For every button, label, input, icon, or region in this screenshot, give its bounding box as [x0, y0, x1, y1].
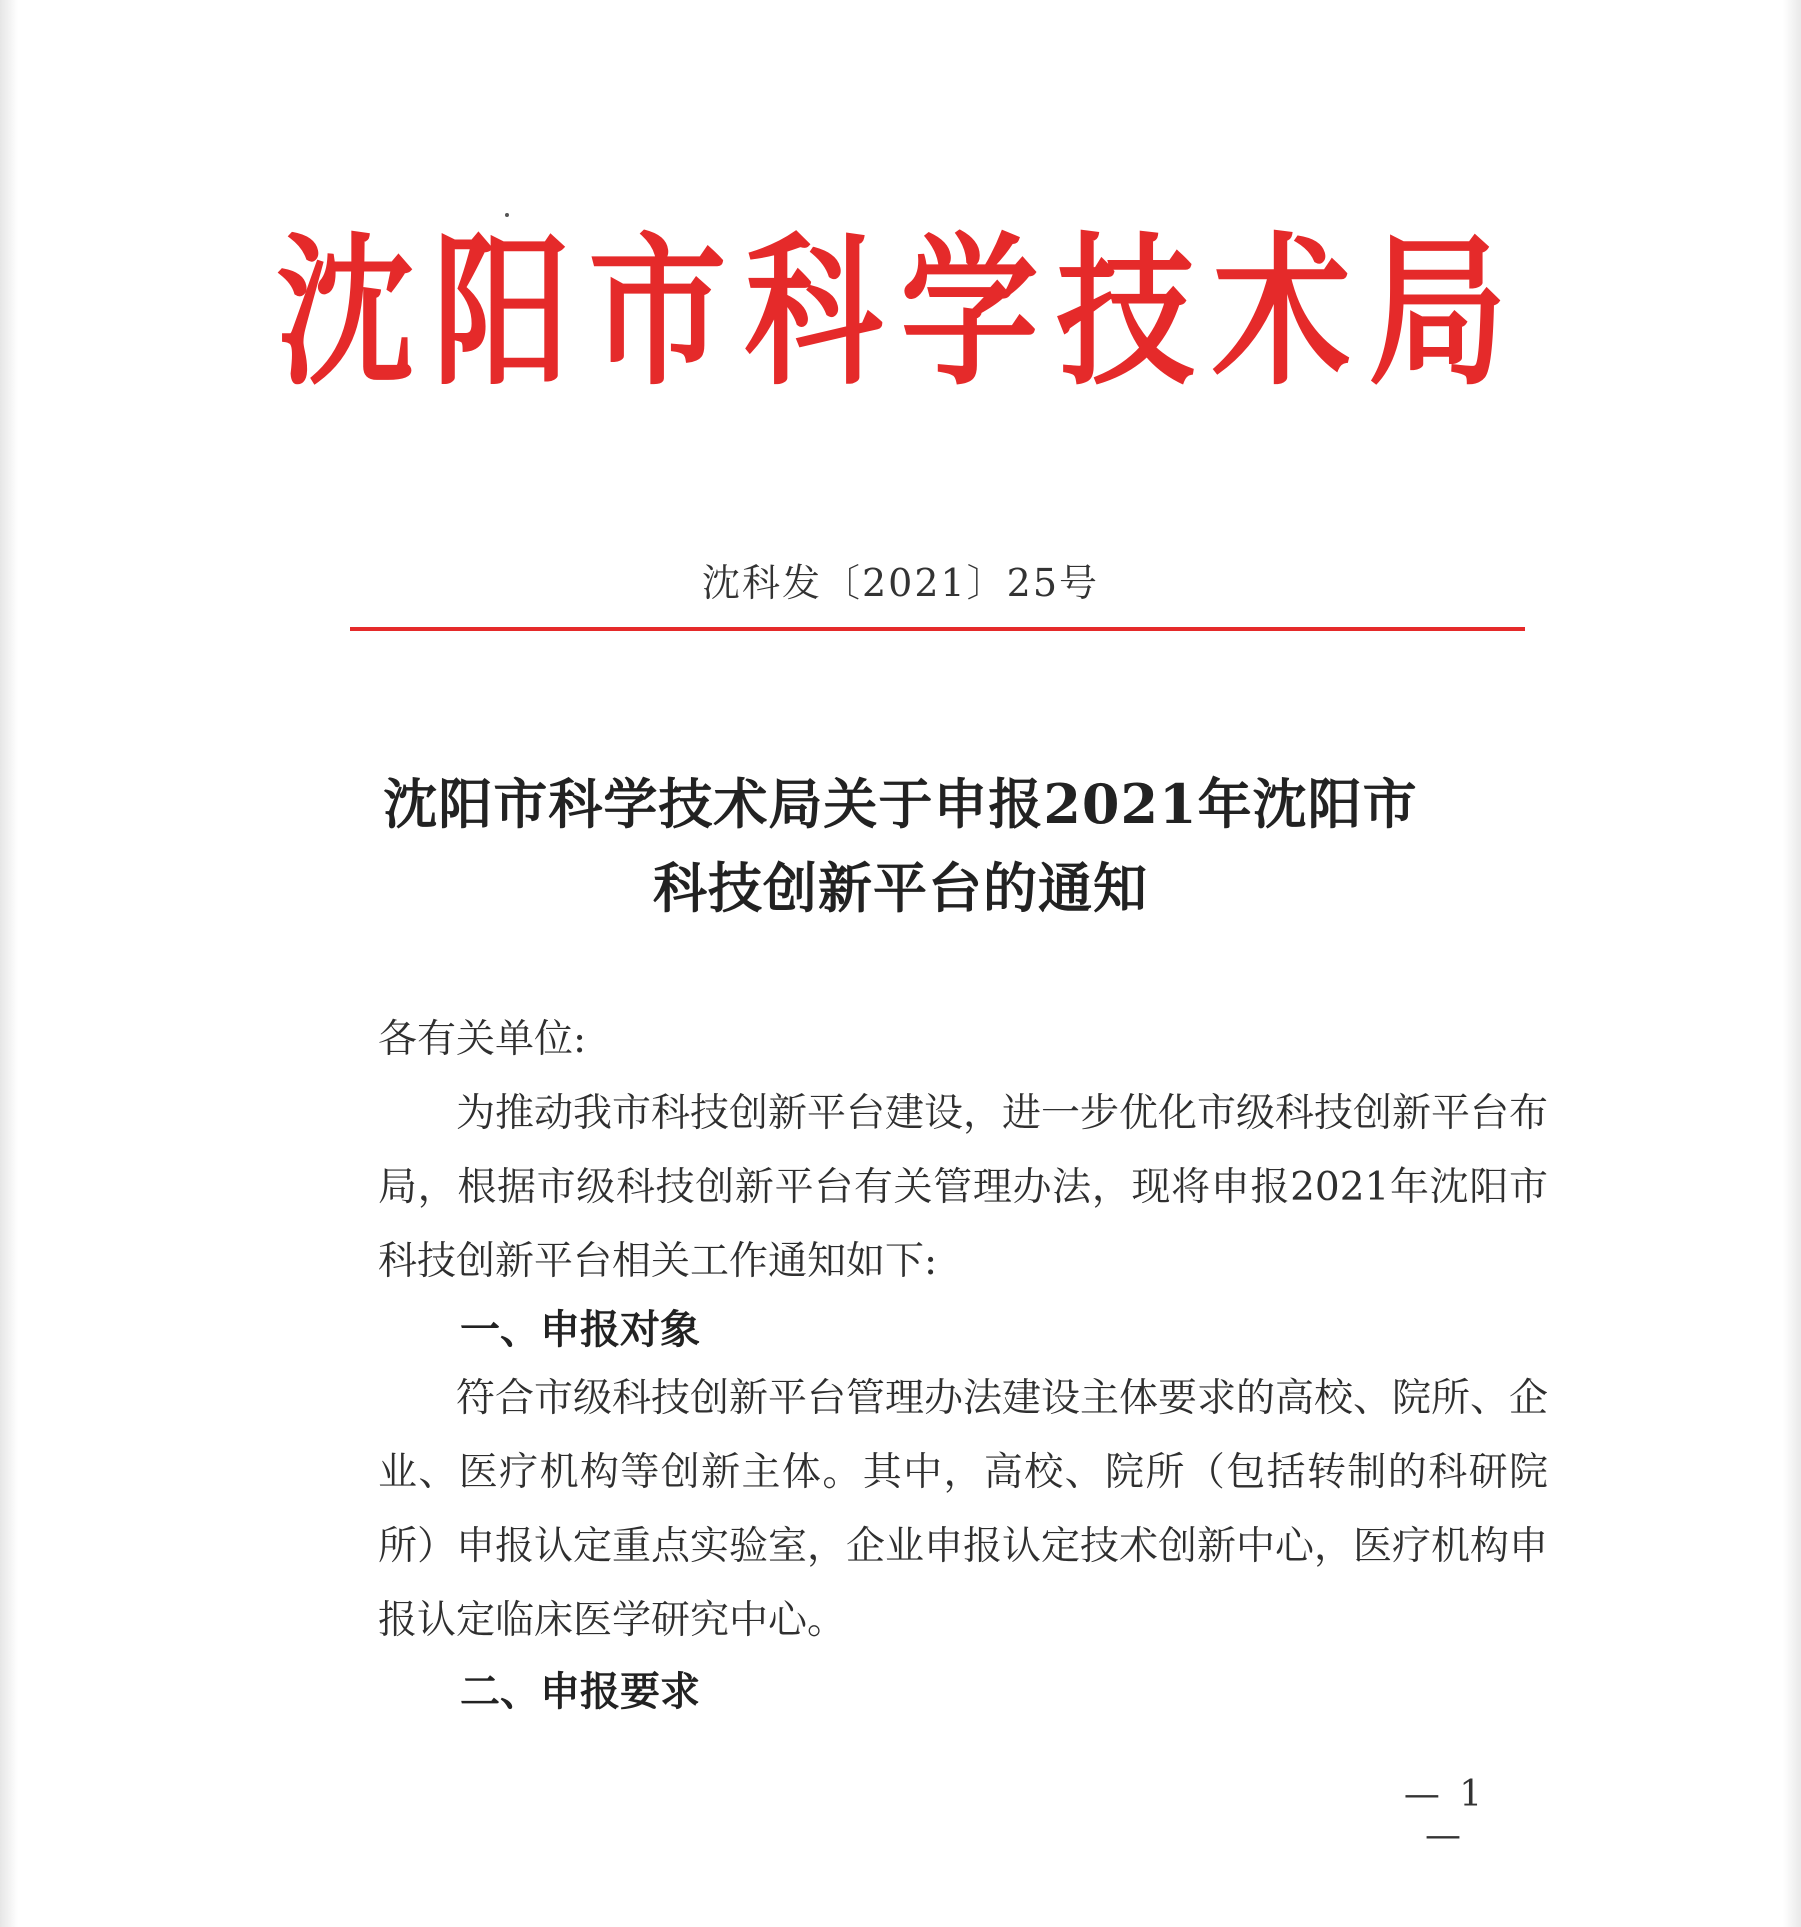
notice-title-line-2: 科技创新平台的通知 [653, 856, 1148, 920]
notice-title-line-1: 沈阳市科学技术局关于申报2021年沈阳市 [383, 772, 1418, 836]
red-divider-line [350, 627, 1525, 631]
page-number: — 1 — [1403, 1774, 1487, 1856]
scan-speck [505, 213, 509, 217]
intro-paragraph: 为推动我市科技创新平台建设，进一步优化市级科技创新平台布局，根据市级科技创新平台有关管理办法，现将申报2021年沈阳市科技创新平台相关工作通知如下: [378, 1091, 1549, 1284]
letterhead-title: 沈阳市科学技术局 [276, 217, 1525, 408]
section-heading-2: 二、申报要求 [460, 1669, 700, 1715]
document-number: 沈科发〔2021〕25号 [701, 561, 1100, 605]
salutation: 各有关单位: [378, 1017, 587, 1062]
section1-paragraph: 符合市级科技创新平台管理办法建设主体要求的高校、院所、企业、医疗机构等创新主体。其中，高校、院所（包括转制的科研院所）申报认定重点实验室，企业申报认定技术创新中心，医疗机构申报认定临床医学研究中心。 [378, 1376, 1549, 1643]
section-heading-1: 一、申报对象 [460, 1307, 700, 1353]
